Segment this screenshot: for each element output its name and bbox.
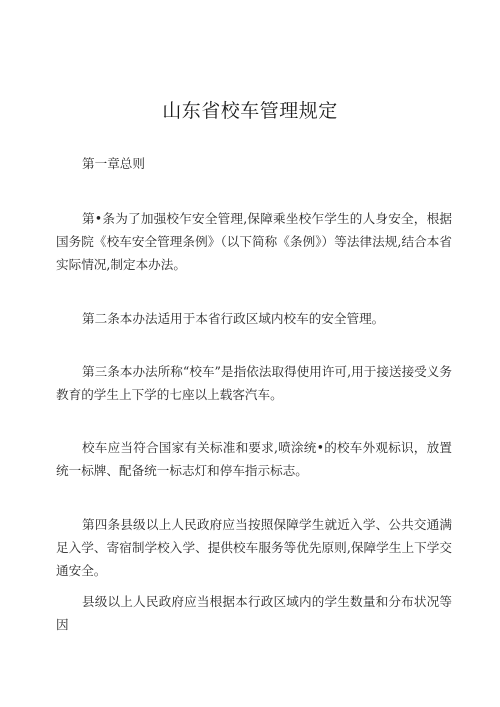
article-4-continuation-paragraph: 县级以上人民政府应当根据本行政区域内的学生数量和分布状况等因	[56, 594, 452, 632]
article-3-paragraph: 第三条本办法所称“校车”是指依法取得使用许可,用于接送接受义务教育的学生上下学的七座以上载客汽车。	[56, 364, 452, 402]
document-title: 山东省校车管理规定	[162, 100, 338, 122]
article-2-paragraph: 第二条本办法适用于本省行政区域内校车的安全管理。	[82, 311, 385, 326]
chapter-heading: 第一章总则	[82, 156, 145, 171]
article-4-paragraph: 第四条县级以上人民政府应当按照保障学生就近入学、公共交通满足入学、寄宿制学校入学、提供校车服务等优先原则,保障学生上下学交通安全。	[56, 517, 452, 578]
article-3-continuation-paragraph: 校车应当符合国家有关标准和要求,喷涂统•的校车外观标识，放置统一标牌、配备统一标志灯和停车指示标志。	[56, 440, 452, 478]
article-1-paragraph: 第•条为了加强校乍安全管理,保障乘坐校乍学生的人身安全，根据国务院《校车安全管理条例》（以下简称《条例》）等法律法规,结合本省实际情况,制定本办法。	[56, 211, 452, 272]
